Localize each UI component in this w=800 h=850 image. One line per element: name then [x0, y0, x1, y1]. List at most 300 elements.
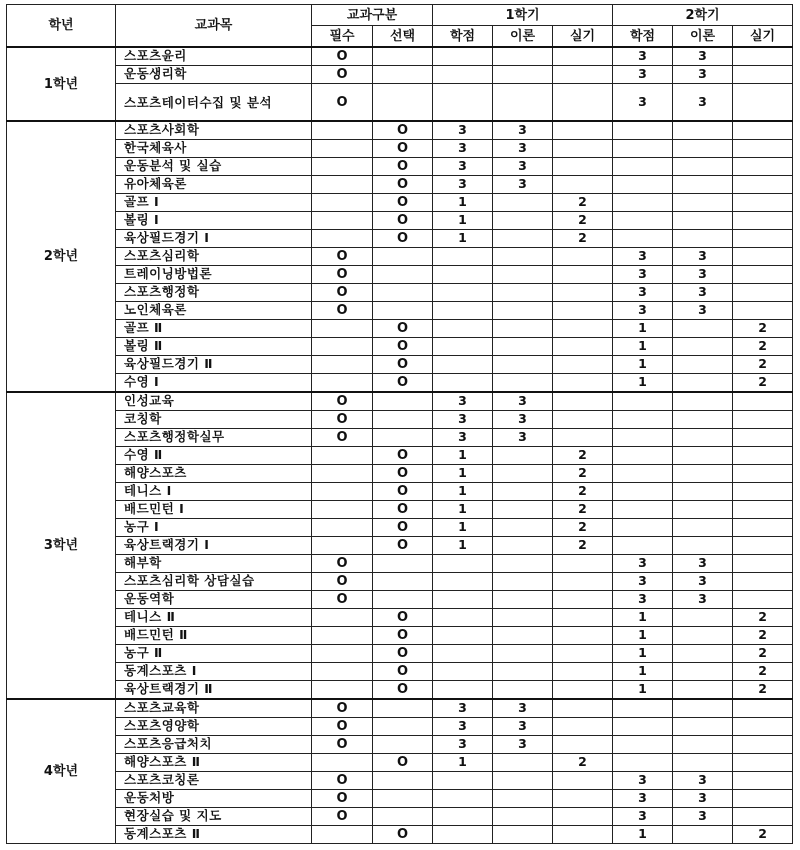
- subject-cell: 골프 Ⅰ: [116, 194, 312, 212]
- sem2-theory: [673, 392, 733, 411]
- required-mark: [312, 356, 373, 374]
- required-mark: [312, 338, 373, 356]
- subject-cell: 배드민턴 Ⅰ: [116, 501, 312, 519]
- sem2-practice: [733, 140, 793, 158]
- subject-cell: 운동처방: [116, 790, 312, 808]
- subject-cell: 운동생리학: [116, 66, 312, 84]
- sem2-theory: 3: [673, 66, 733, 84]
- sem1-theory: [493, 374, 553, 393]
- sem1-credit: [433, 573, 493, 591]
- sem1-theory: [493, 483, 553, 501]
- subject-cell: 수영 Ⅱ: [116, 447, 312, 465]
- header-sem2-practice: 실기: [733, 26, 793, 48]
- required-mark: O: [312, 555, 373, 573]
- sem1-credit: 1: [433, 754, 493, 772]
- table-row: [7, 465, 793, 483]
- sem1-credit: [433, 338, 493, 356]
- sem1-credit: 1: [433, 465, 493, 483]
- sem1-credit: [433, 302, 493, 320]
- required-mark: O: [312, 392, 373, 411]
- sem2-credit: [613, 392, 673, 411]
- elective-mark: O: [373, 158, 433, 176]
- sem1-theory: 3: [493, 429, 553, 447]
- sem2-theory: [673, 663, 733, 681]
- sem1-practice: [553, 627, 613, 645]
- table-row: [7, 790, 793, 808]
- sem2-theory: 3: [673, 248, 733, 266]
- subject-cell: 육상필드경기 Ⅱ: [116, 356, 312, 374]
- sem1-practice: 2: [553, 754, 613, 772]
- header-semester-2: 2학기: [613, 5, 793, 26]
- sem1-theory: [493, 194, 553, 212]
- sem1-credit: [433, 374, 493, 393]
- required-mark: [312, 609, 373, 627]
- table-row: [7, 718, 793, 736]
- sem2-practice: [733, 718, 793, 736]
- sem2-credit: [613, 465, 673, 483]
- required-mark: [312, 501, 373, 519]
- subject-cell: 배드민턴 Ⅱ: [116, 627, 312, 645]
- sem1-practice: [553, 320, 613, 338]
- elective-mark: O: [373, 483, 433, 501]
- sem2-practice: [733, 772, 793, 790]
- sem1-theory: 3: [493, 392, 553, 411]
- elective-mark: O: [373, 176, 433, 194]
- sem1-credit: 3: [433, 176, 493, 194]
- sem1-theory: [493, 447, 553, 465]
- elective-mark: [373, 266, 433, 284]
- sem2-practice: [733, 266, 793, 284]
- sem2-credit: [613, 736, 673, 754]
- elective-mark: O: [373, 537, 433, 555]
- sem1-theory: [493, 248, 553, 266]
- sem1-practice: [553, 790, 613, 808]
- sem2-practice: [733, 429, 793, 447]
- subject-cell: 운동역학: [116, 591, 312, 609]
- table-row: [7, 537, 793, 555]
- sem2-credit: [613, 121, 673, 140]
- sem1-theory: [493, 627, 553, 645]
- sem2-theory: [673, 230, 733, 248]
- sem1-practice: [553, 84, 613, 122]
- sem2-credit: 1: [613, 356, 673, 374]
- sem1-theory: [493, 84, 553, 122]
- required-mark: [312, 320, 373, 338]
- elective-mark: O: [373, 663, 433, 681]
- sem2-credit: [613, 194, 673, 212]
- table-row: [7, 573, 793, 591]
- elective-mark: [373, 573, 433, 591]
- sem1-theory: 3: [493, 699, 553, 718]
- header-elective: 선택: [373, 26, 433, 48]
- sem2-credit: 3: [613, 808, 673, 826]
- subject-cell: 볼링 Ⅰ: [116, 212, 312, 230]
- sem1-credit: [433, 645, 493, 663]
- table-body: [7, 47, 793, 844]
- table-row: [7, 429, 793, 447]
- sem2-credit: [613, 483, 673, 501]
- elective-mark: O: [373, 121, 433, 140]
- sem1-practice: [553, 663, 613, 681]
- sem1-theory: [493, 772, 553, 790]
- header-sem2-theory: 이론: [673, 26, 733, 48]
- required-mark: [312, 447, 373, 465]
- required-mark: O: [312, 772, 373, 790]
- sem1-credit: 1: [433, 483, 493, 501]
- subject-cell: 스포츠코칭론: [116, 772, 312, 790]
- table-row: [7, 284, 793, 302]
- sem2-credit: 1: [613, 645, 673, 663]
- header-semester-1: 1학기: [433, 5, 613, 26]
- elective-mark: O: [373, 501, 433, 519]
- sem2-credit: [613, 718, 673, 736]
- sem1-practice: [553, 808, 613, 826]
- sem1-theory: [493, 284, 553, 302]
- required-mark: [312, 645, 373, 663]
- sem2-theory: [673, 374, 733, 393]
- sem1-theory: [493, 519, 553, 537]
- sem1-credit: 1: [433, 212, 493, 230]
- sem2-credit: [613, 447, 673, 465]
- header-sem1-credit: 학점: [433, 26, 493, 48]
- table-row: [7, 826, 793, 844]
- sem1-theory: 3: [493, 411, 553, 429]
- sem2-theory: 3: [673, 284, 733, 302]
- sem2-practice: [733, 519, 793, 537]
- elective-mark: O: [373, 194, 433, 212]
- sem2-theory: [673, 320, 733, 338]
- elective-mark: O: [373, 356, 433, 374]
- sem2-credit: 3: [613, 284, 673, 302]
- sem2-theory: 3: [673, 84, 733, 122]
- required-mark: [312, 230, 373, 248]
- sem2-practice: [733, 176, 793, 194]
- sem2-practice: [733, 194, 793, 212]
- subject-cell: 테니스 Ⅰ: [116, 483, 312, 501]
- year-cell: 4학년: [7, 699, 116, 844]
- sem1-credit: 3: [433, 736, 493, 754]
- sem1-credit: 1: [433, 519, 493, 537]
- sem1-credit: 1: [433, 447, 493, 465]
- sem1-credit: [433, 808, 493, 826]
- table-row: [7, 411, 793, 429]
- subject-cell: 스포츠행정학실무: [116, 429, 312, 447]
- sem1-practice: [553, 772, 613, 790]
- subject-cell: 육상필드경기 Ⅰ: [116, 230, 312, 248]
- subject-cell: 골프 Ⅱ: [116, 320, 312, 338]
- required-mark: [312, 194, 373, 212]
- required-mark: [312, 374, 373, 393]
- sem1-credit: [433, 772, 493, 790]
- sem1-theory: [493, 591, 553, 609]
- sem2-practice: [733, 66, 793, 84]
- sem1-practice: 2: [553, 519, 613, 537]
- table-row: [7, 230, 793, 248]
- elective-mark: [373, 84, 433, 122]
- sem1-credit: 3: [433, 140, 493, 158]
- year-cell: 3학년: [7, 392, 116, 699]
- elective-mark: O: [373, 681, 433, 700]
- table-row: [7, 772, 793, 790]
- subject-cell: 트레이닝방법론: [116, 266, 312, 284]
- sem2-theory: [673, 194, 733, 212]
- required-mark: O: [312, 573, 373, 591]
- sem2-credit: 3: [613, 591, 673, 609]
- sem2-credit: [613, 699, 673, 718]
- sem1-credit: [433, 826, 493, 844]
- sem1-theory: 3: [493, 176, 553, 194]
- elective-mark: [373, 66, 433, 84]
- table-row: [7, 591, 793, 609]
- elective-mark: [373, 284, 433, 302]
- sem2-theory: [673, 483, 733, 501]
- sem1-credit: [433, 248, 493, 266]
- header-required: 필수: [312, 26, 373, 48]
- sem1-credit: 1: [433, 501, 493, 519]
- sem2-credit: [613, 176, 673, 194]
- curriculum-table: [6, 4, 793, 844]
- sem2-practice: 2: [733, 320, 793, 338]
- sem2-practice: [733, 158, 793, 176]
- sem2-practice: [733, 754, 793, 772]
- sem2-credit: [613, 519, 673, 537]
- subject-cell: 스포츠영양학: [116, 718, 312, 736]
- subject-cell: 농구 Ⅱ: [116, 645, 312, 663]
- sem2-practice: 2: [733, 681, 793, 700]
- subject-cell: 스포츠윤리: [116, 47, 312, 66]
- required-mark: [312, 519, 373, 537]
- sem2-practice: [733, 230, 793, 248]
- required-mark: O: [312, 429, 373, 447]
- sem1-credit: [433, 356, 493, 374]
- elective-mark: O: [373, 320, 433, 338]
- subject-cell: 한국체육사: [116, 140, 312, 158]
- table-row: [7, 302, 793, 320]
- elective-mark: [373, 429, 433, 447]
- table-row: [7, 627, 793, 645]
- elective-mark: O: [373, 374, 433, 393]
- year-cell: 2학년: [7, 121, 116, 392]
- sem2-practice: [733, 212, 793, 230]
- sem1-theory: [493, 266, 553, 284]
- sem1-credit: [433, 609, 493, 627]
- elective-mark: O: [373, 212, 433, 230]
- sem2-practice: [733, 284, 793, 302]
- sem1-credit: [433, 320, 493, 338]
- required-mark: O: [312, 266, 373, 284]
- sem2-credit: 3: [613, 573, 673, 591]
- sem2-theory: [673, 826, 733, 844]
- subject-cell: 테니스 Ⅱ: [116, 609, 312, 627]
- sem1-theory: [493, 573, 553, 591]
- table-row: [7, 266, 793, 284]
- table-row: [7, 140, 793, 158]
- sem1-practice: [553, 176, 613, 194]
- sem2-theory: [673, 627, 733, 645]
- sem2-theory: [673, 411, 733, 429]
- subject-cell: 노인체육론: [116, 302, 312, 320]
- sem2-theory: [673, 519, 733, 537]
- sem1-practice: [553, 718, 613, 736]
- elective-mark: O: [373, 754, 433, 772]
- sem2-credit: 1: [613, 609, 673, 627]
- table-row: [7, 645, 793, 663]
- subject-cell: 해부학: [116, 555, 312, 573]
- sem1-theory: [493, 47, 553, 66]
- elective-mark: O: [373, 627, 433, 645]
- sem1-credit: 1: [433, 537, 493, 555]
- sem1-practice: [553, 47, 613, 66]
- table-row: [7, 609, 793, 627]
- sem1-theory: [493, 320, 553, 338]
- sem2-theory: [673, 176, 733, 194]
- sem2-practice: 2: [733, 826, 793, 844]
- subject-cell: 동계스포츠 Ⅱ: [116, 826, 312, 844]
- elective-mark: O: [373, 519, 433, 537]
- header-sem1-practice: 실기: [553, 26, 613, 48]
- subject-cell: 현장실습 및 지도: [116, 808, 312, 826]
- elective-mark: O: [373, 826, 433, 844]
- sem2-credit: [613, 230, 673, 248]
- required-mark: O: [312, 47, 373, 66]
- subject-cell: 수영 Ⅰ: [116, 374, 312, 393]
- subject-cell: 육상트랙경기 Ⅱ: [116, 681, 312, 700]
- sem1-practice: [553, 338, 613, 356]
- sem2-theory: [673, 121, 733, 140]
- sem2-practice: [733, 248, 793, 266]
- sem1-credit: 3: [433, 392, 493, 411]
- sem1-practice: [553, 699, 613, 718]
- sem2-practice: [733, 573, 793, 591]
- sem1-theory: 3: [493, 736, 553, 754]
- sem1-practice: [553, 681, 613, 700]
- elective-mark: [373, 555, 433, 573]
- sem2-credit: 1: [613, 663, 673, 681]
- sem1-credit: 3: [433, 699, 493, 718]
- sem2-credit: 3: [613, 790, 673, 808]
- sem2-practice: [733, 808, 793, 826]
- sem1-practice: 2: [553, 212, 613, 230]
- sem1-practice: [553, 826, 613, 844]
- table-row: [7, 194, 793, 212]
- sem1-practice: 2: [553, 483, 613, 501]
- sem1-credit: 3: [433, 121, 493, 140]
- sem2-credit: 1: [613, 826, 673, 844]
- sem2-theory: [673, 699, 733, 718]
- sem1-theory: [493, 338, 553, 356]
- header-category: 교과구분: [312, 5, 433, 26]
- elective-mark: [373, 772, 433, 790]
- elective-mark: O: [373, 338, 433, 356]
- sem2-theory: [673, 140, 733, 158]
- header-sem2-credit: 학점: [613, 26, 673, 48]
- sem1-credit: [433, 284, 493, 302]
- subject-cell: 동계스포츠 Ⅰ: [116, 663, 312, 681]
- sem1-practice: [553, 356, 613, 374]
- sem2-theory: [673, 645, 733, 663]
- subject-cell: 해양스포츠 Ⅱ: [116, 754, 312, 772]
- sem2-credit: [613, 537, 673, 555]
- sem2-theory: [673, 158, 733, 176]
- sem2-theory: [673, 447, 733, 465]
- table-row: [7, 320, 793, 338]
- sem2-credit: 1: [613, 627, 673, 645]
- sem1-practice: 2: [553, 230, 613, 248]
- sem2-theory: 3: [673, 591, 733, 609]
- required-mark: [312, 663, 373, 681]
- header-sem1-theory: 이론: [493, 26, 553, 48]
- sem2-credit: 3: [613, 772, 673, 790]
- table-row: [7, 663, 793, 681]
- elective-mark: [373, 248, 433, 266]
- sem1-theory: 3: [493, 140, 553, 158]
- required-mark: O: [312, 736, 373, 754]
- table-row: [7, 84, 793, 122]
- elective-mark: [373, 699, 433, 718]
- sem2-credit: [613, 140, 673, 158]
- sem2-credit: 1: [613, 338, 673, 356]
- subject-cell: 유아체육론: [116, 176, 312, 194]
- required-mark: O: [312, 411, 373, 429]
- sem1-credit: 1: [433, 230, 493, 248]
- sem2-credit: [613, 411, 673, 429]
- sem1-theory: [493, 808, 553, 826]
- sem2-practice: [733, 392, 793, 411]
- sem1-practice: [553, 591, 613, 609]
- table-row: [7, 338, 793, 356]
- sem2-practice: [733, 591, 793, 609]
- sem1-practice: [553, 411, 613, 429]
- elective-mark: O: [373, 465, 433, 483]
- table-row: [7, 447, 793, 465]
- subject-cell: 코칭학: [116, 411, 312, 429]
- subject-cell: 스포츠심리학 상담실습: [116, 573, 312, 591]
- required-mark: [312, 158, 373, 176]
- sem2-practice: 2: [733, 609, 793, 627]
- header-year: 학년: [7, 5, 116, 48]
- sem1-credit: 3: [433, 158, 493, 176]
- sem2-theory: 3: [673, 302, 733, 320]
- required-mark: [312, 140, 373, 158]
- required-mark: [312, 754, 373, 772]
- table-row: [7, 374, 793, 393]
- sem1-theory: 3: [493, 121, 553, 140]
- sem1-theory: [493, 356, 553, 374]
- sem1-credit: [433, 84, 493, 122]
- sem1-theory: 3: [493, 158, 553, 176]
- table-row: [7, 754, 793, 772]
- subject-cell: 농구 Ⅰ: [116, 519, 312, 537]
- required-mark: O: [312, 302, 373, 320]
- required-mark: [312, 121, 373, 140]
- sem2-practice: 2: [733, 627, 793, 645]
- sem1-credit: [433, 47, 493, 66]
- required-mark: O: [312, 84, 373, 122]
- sem1-practice: [553, 429, 613, 447]
- sem2-credit: 3: [613, 47, 673, 66]
- sem2-theory: [673, 356, 733, 374]
- sem1-theory: [493, 663, 553, 681]
- required-mark: [312, 483, 373, 501]
- table-row: [7, 699, 793, 718]
- sem2-practice: [733, 447, 793, 465]
- sem2-credit: 1: [613, 681, 673, 700]
- table-row: [7, 736, 793, 754]
- elective-mark: [373, 790, 433, 808]
- sem2-credit: 3: [613, 266, 673, 284]
- sem2-theory: [673, 736, 733, 754]
- sem1-practice: [553, 736, 613, 754]
